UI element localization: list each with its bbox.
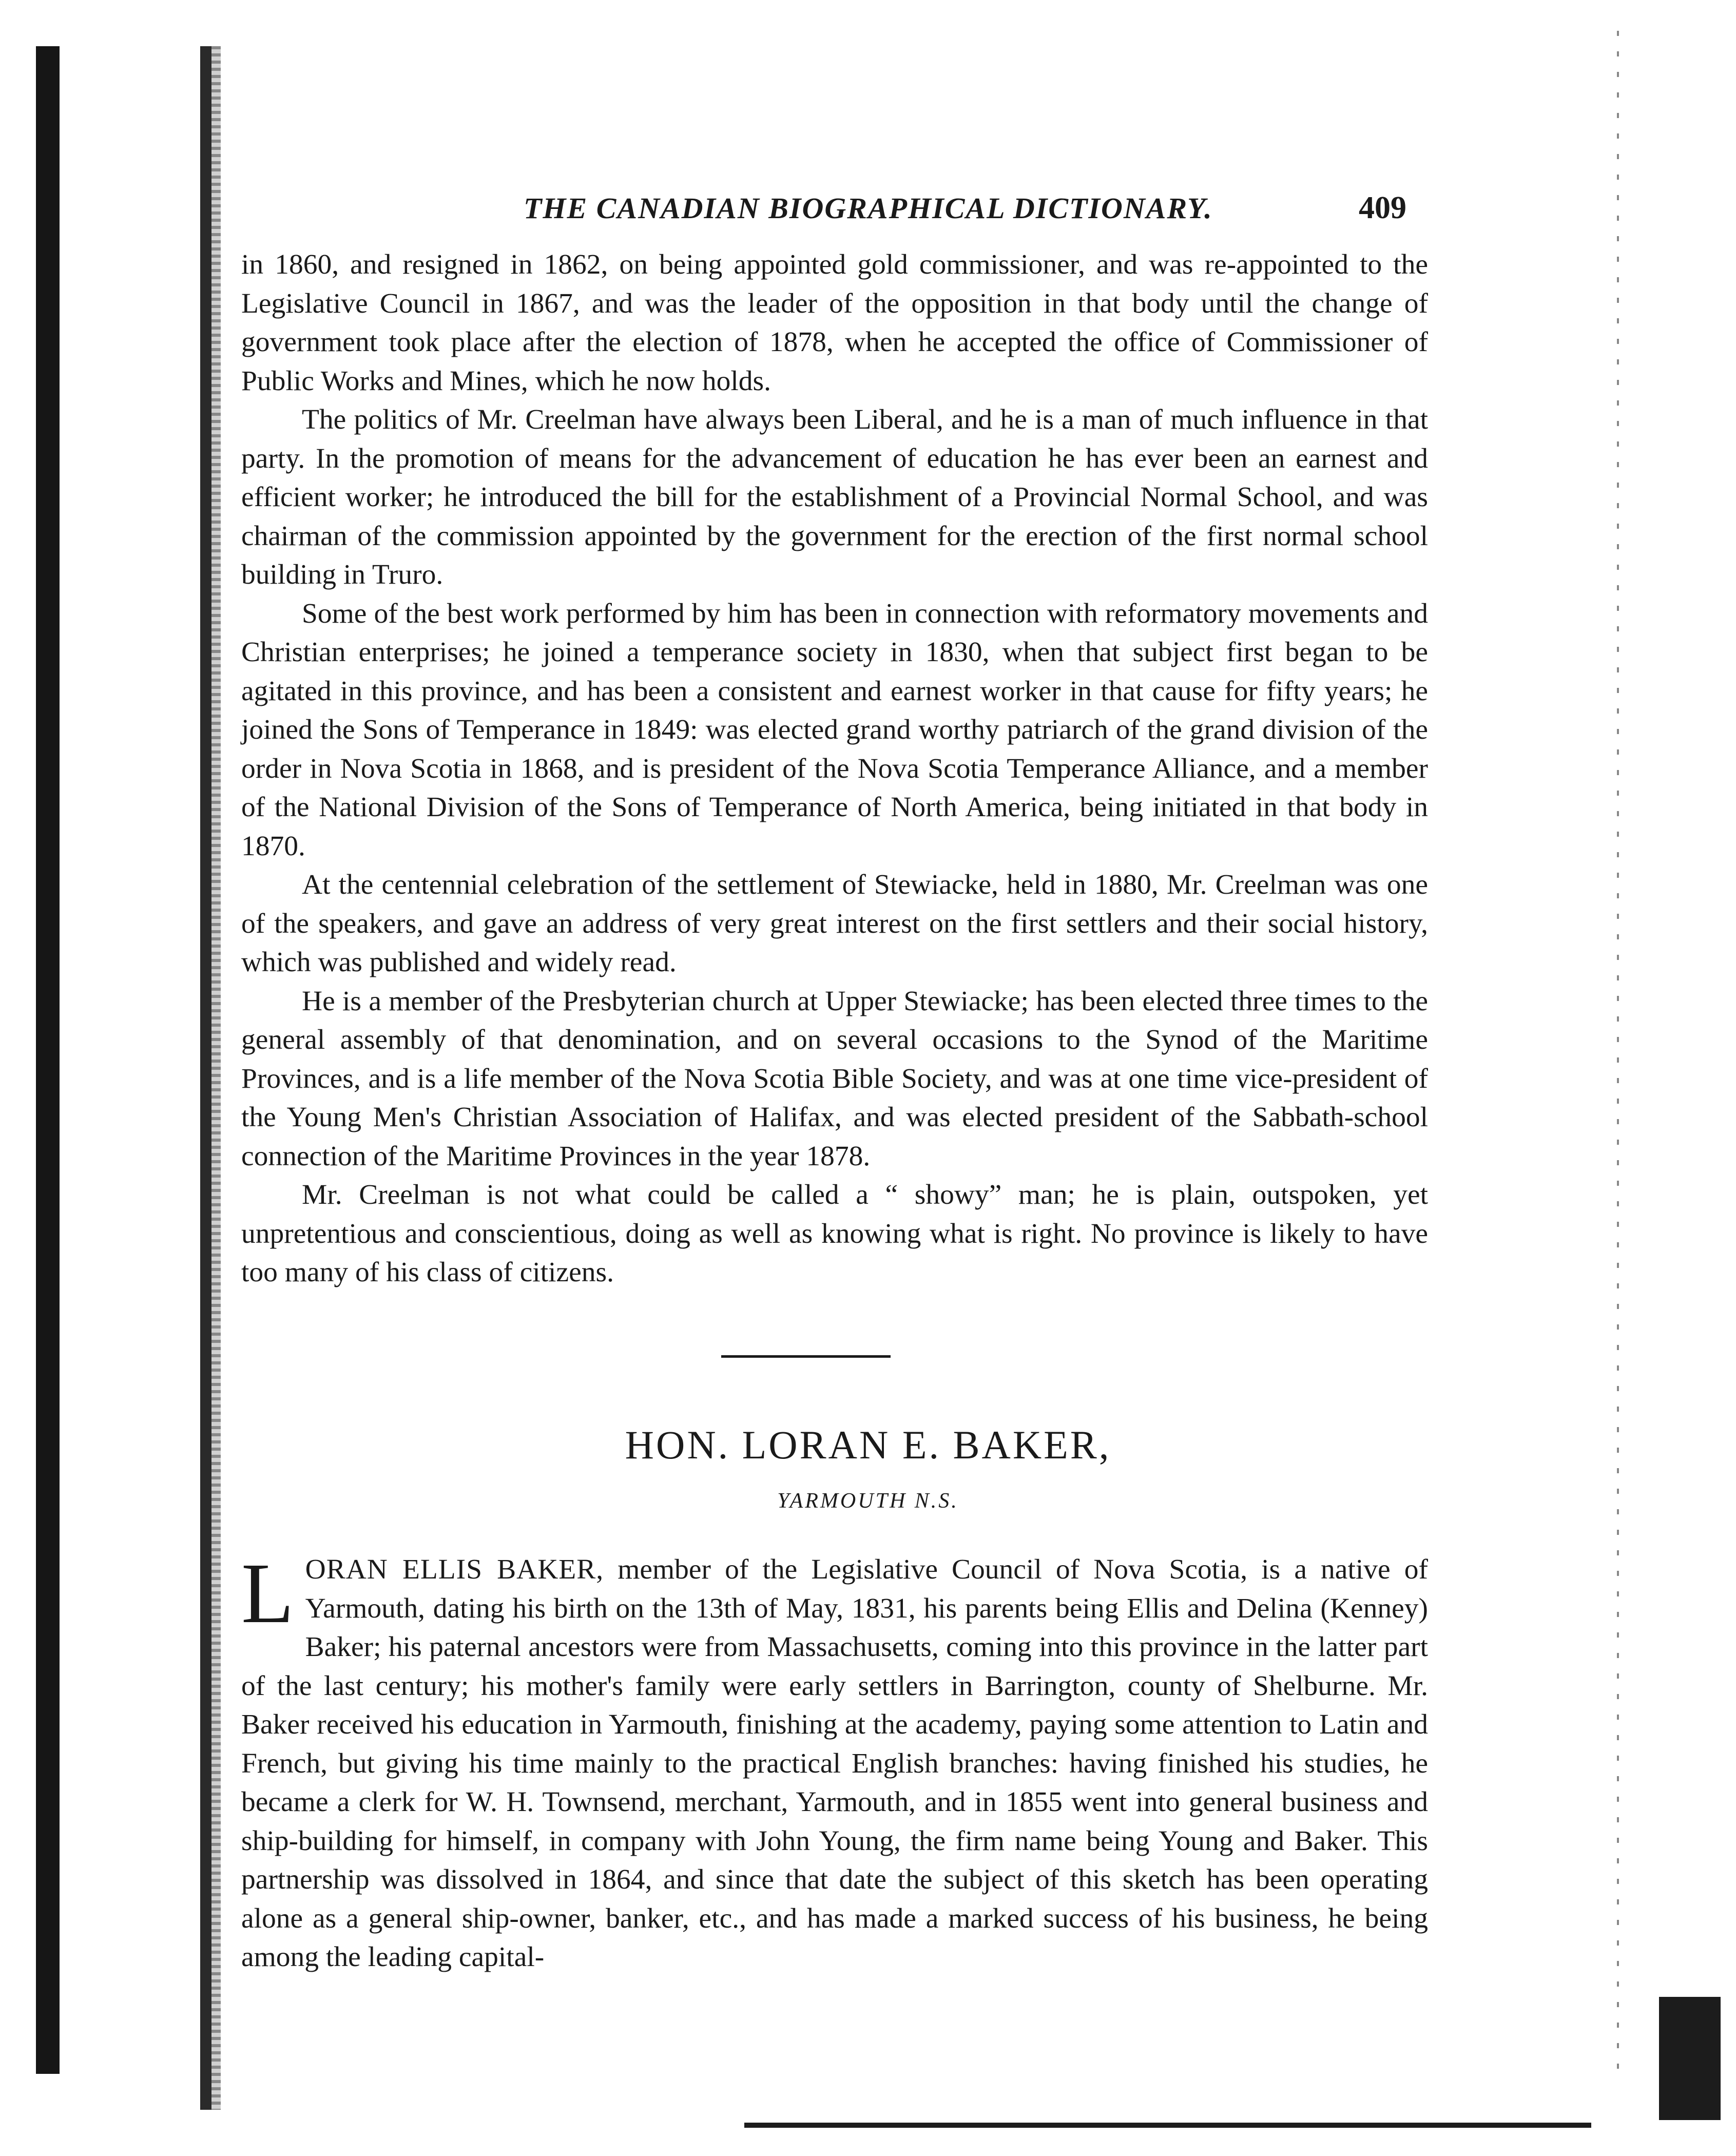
scan-artifact-bottom — [744, 2123, 1591, 2128]
continuation-text — [241, 245, 1428, 1292]
article-paragraph — [241, 1546, 1428, 1977]
binding-edge-scan — [200, 46, 211, 2110]
paragraph: He is a member of the Presbyterian church at Upper Stewiacke; has been elected three times to the general assembly of that denomination, and on several occasions to the Synod of the Maritime Provinces, and is a life member of the Nova Scotia Bible Society, and was at one time vice-president of the Young Men's Christian Association of Halifax, and was elected president of the Sabbath-school connection of the Maritime Provinces in the year 1878. — [241, 985, 1428, 1172]
paragraph: The politics of Mr. Creelman have always been Liberal, and he is a man of much influence in that party. In the promotion of means for the advancement of education he has ever been an earnest and efficient worker; he introduced the bill for the establishment of a Provincial Normal School, and was chairman of the commission appointed by the government for the erection of the first normal school building in Truro. — [241, 404, 1428, 590]
article-body — [241, 1546, 1428, 1977]
article-title: HON. LORAN E. BAKER, — [625, 1422, 1111, 1467]
binding-edge-texture — [211, 46, 221, 2110]
paragraph: Mr. Creelman is not what could be called a “ showy” man; he is plain, outspoken, yet unpretentious and conscientious, doing as well as knowing what is right. No province is likely to have too many of his class of citizens. — [241, 1179, 1428, 1288]
paragraph: Some of the best work performed by him has been in connection with reformatory movements and Christian enterprises; he joined a temperance society in 1830, when that subject first began to be agitated in this province, and has been a consistent and earnest worker in that cause for fifty years; he joined the Sons of Temperance in 1849: was elected grand worthy patriarch of the grand division of the order in Nova Scotia in 1868, and is president of the Nova Scotia Temperance Alliance, and a member of the National Division of the Sons of Temperance of North America, being initiated in that body in 1870. — [241, 598, 1428, 862]
running-title: THE CANADIAN BIOGRAPHICAL DICTIONARY. — [524, 191, 1213, 225]
section-divider — [721, 1355, 891, 1358]
article-location: YARMOUTH N.S. — [777, 1489, 959, 1513]
paragraph: At the centennial celebration of the settlement of Stewiacke, held in 1880, Mr. Creelman was one of the speakers, and gave an address of very great interest on the first settlers and their social history, which was published and widely read. — [241, 869, 1428, 978]
running-header — [524, 190, 1406, 226]
article-text: member of the Legislative Council of Nova Scotia, is a native of Yarmouth, dating his birth on the 13th of May, 1831, his parents being Ellis and Delina (Kenney) Baker; his paternal ancestors were from Massachusetts, coming into this province in the latter part of the last century; his mother's family were early settlers in Barrington, county of Shelburne. Mr. Baker received his education in Yarmouth, finishing at the academy, paying some attention to Latin and French, but giving his time mainly to the practical English branches: having finished his studies, he became a clerk for W. H. Townsend, merchant, Yarmouth, and in 1855 went into general business and ship-building for himself, in company with John Young, the firm name being Young and Baker. This partnership was dissolved in 1864, and since that date the subject of this sketch has been operating alone as a general ship-owner, banker, etc., and has made a marked success of his business, he being among the leading capital- — [241, 1554, 1428, 1973]
page-number: 409 — [1359, 190, 1406, 225]
scan-artifact-corner — [1659, 1997, 1721, 2120]
page-edge-scan-right — [1617, 31, 1619, 2084]
page-edge-scan-left — [36, 46, 60, 2074]
paragraph: in 1860, and resigned in 1862, on being appointed gold commissioner, and was re-appointed to the Legislative Council in 1867, and was the leader of the opposition in that body until the change of government took place after the election of 1878, when he accepted the office of Commissioner of Public Works and Mines, which he now holds. — [241, 249, 1428, 397]
lead-in-caps: ORAN ELLIS BAKER, — [305, 1554, 604, 1585]
drop-cap: L — [241, 1546, 294, 1641]
